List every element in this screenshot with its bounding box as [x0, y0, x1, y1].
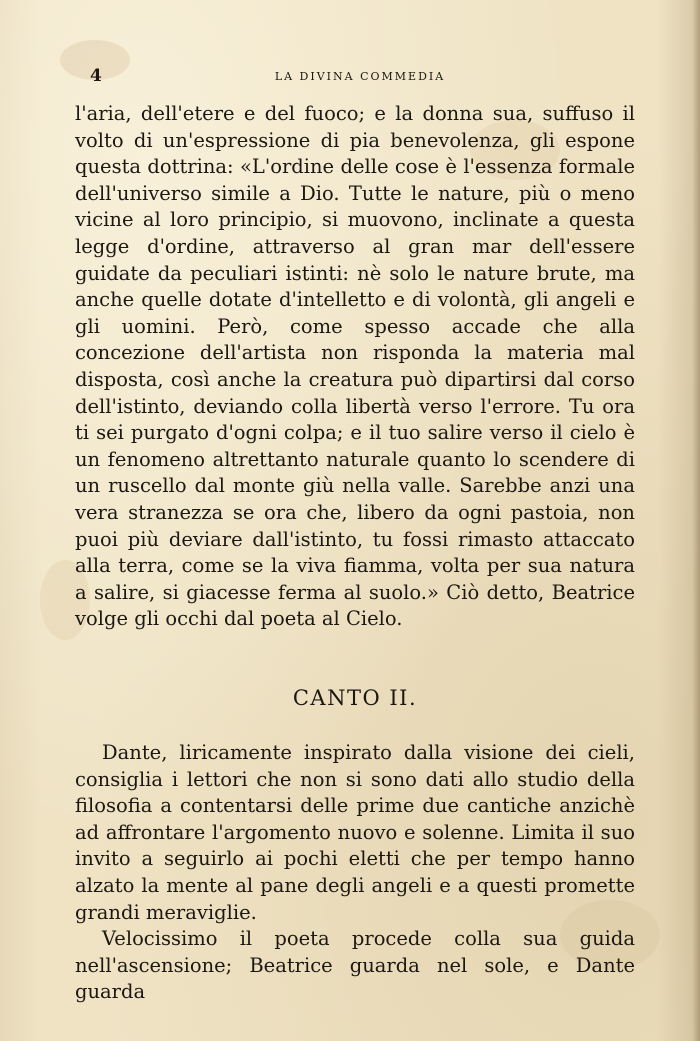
- running-header: [90, 66, 630, 88]
- page-edge-shadow: [692, 0, 700, 1041]
- canto-summary: [75, 740, 635, 1006]
- continuation-text: [75, 101, 635, 633]
- page-number: 4: [90, 66, 102, 86]
- running-title: LA DIVINA COMMEDIA: [274, 70, 446, 83]
- paragraph: l'aria, dell'etere e del fuoco; e la donna sua, suffuso il volto di un'espressione di pia benevolenza, gli espone questa dottrina: «L'ordine delle cose è l'essenza formale dell'universo simile a Dio. Tutte le nature, più o meno vicine al loro principio, si muovono, inclinate a questa legge d'ordine, attraverso al gran mar dell'essere guidate da peculiari istinti: nè solo le nature brute, ma anche quelle dotate d'intelletto e di volontà, gli angeli e gli uomini. Però, come spesso accade che alla concezione dell'artista non risponda la materia mal disposta, così anche la creatura può dipartirsi dal corso dell'istinto, deviando colla libertà verso l'errore. Tu ora ti sei purgato d'ogni colpa; e il tuo salire verso il cielo è un fenomeno altrettanto naturale quanto lo scendere di un ruscello dal monte giù nella valle. Sarebbe anzi una vera stranezza se ora che, libero da ogni pastoia, non puoi più deviare dall'istinto, tu fossi rimasto attaccato alla terra, come se la viva fiamma, volta per sua natura a salire, si giacesse ferma al suolo.» Ciò detto, Beatrice volge gli occhi dal poeta al Cielo.: [75, 102, 635, 631]
- paragraph: Velocissimo il poeta procede colla sua guida nell'ascensione; Beatrice guarda nel sole, e Dante guarda: [75, 927, 635, 1004]
- paragraph: Dante, liricamente inspirato dalla visione dei cieli, consiglia i lettori che non si sono dati allo studio della filosofia a contentarsi delle prime due cantiche anzichè ad affrontare l'argomento nuovo e solenne. Limita il suo invito a seguirlo ai pochi eletti che per tempo hanno alzato la mente al pane degli angeli e a questi promette grandi meraviglie.: [75, 741, 635, 924]
- canto-heading: CANTO II.: [292, 686, 418, 710]
